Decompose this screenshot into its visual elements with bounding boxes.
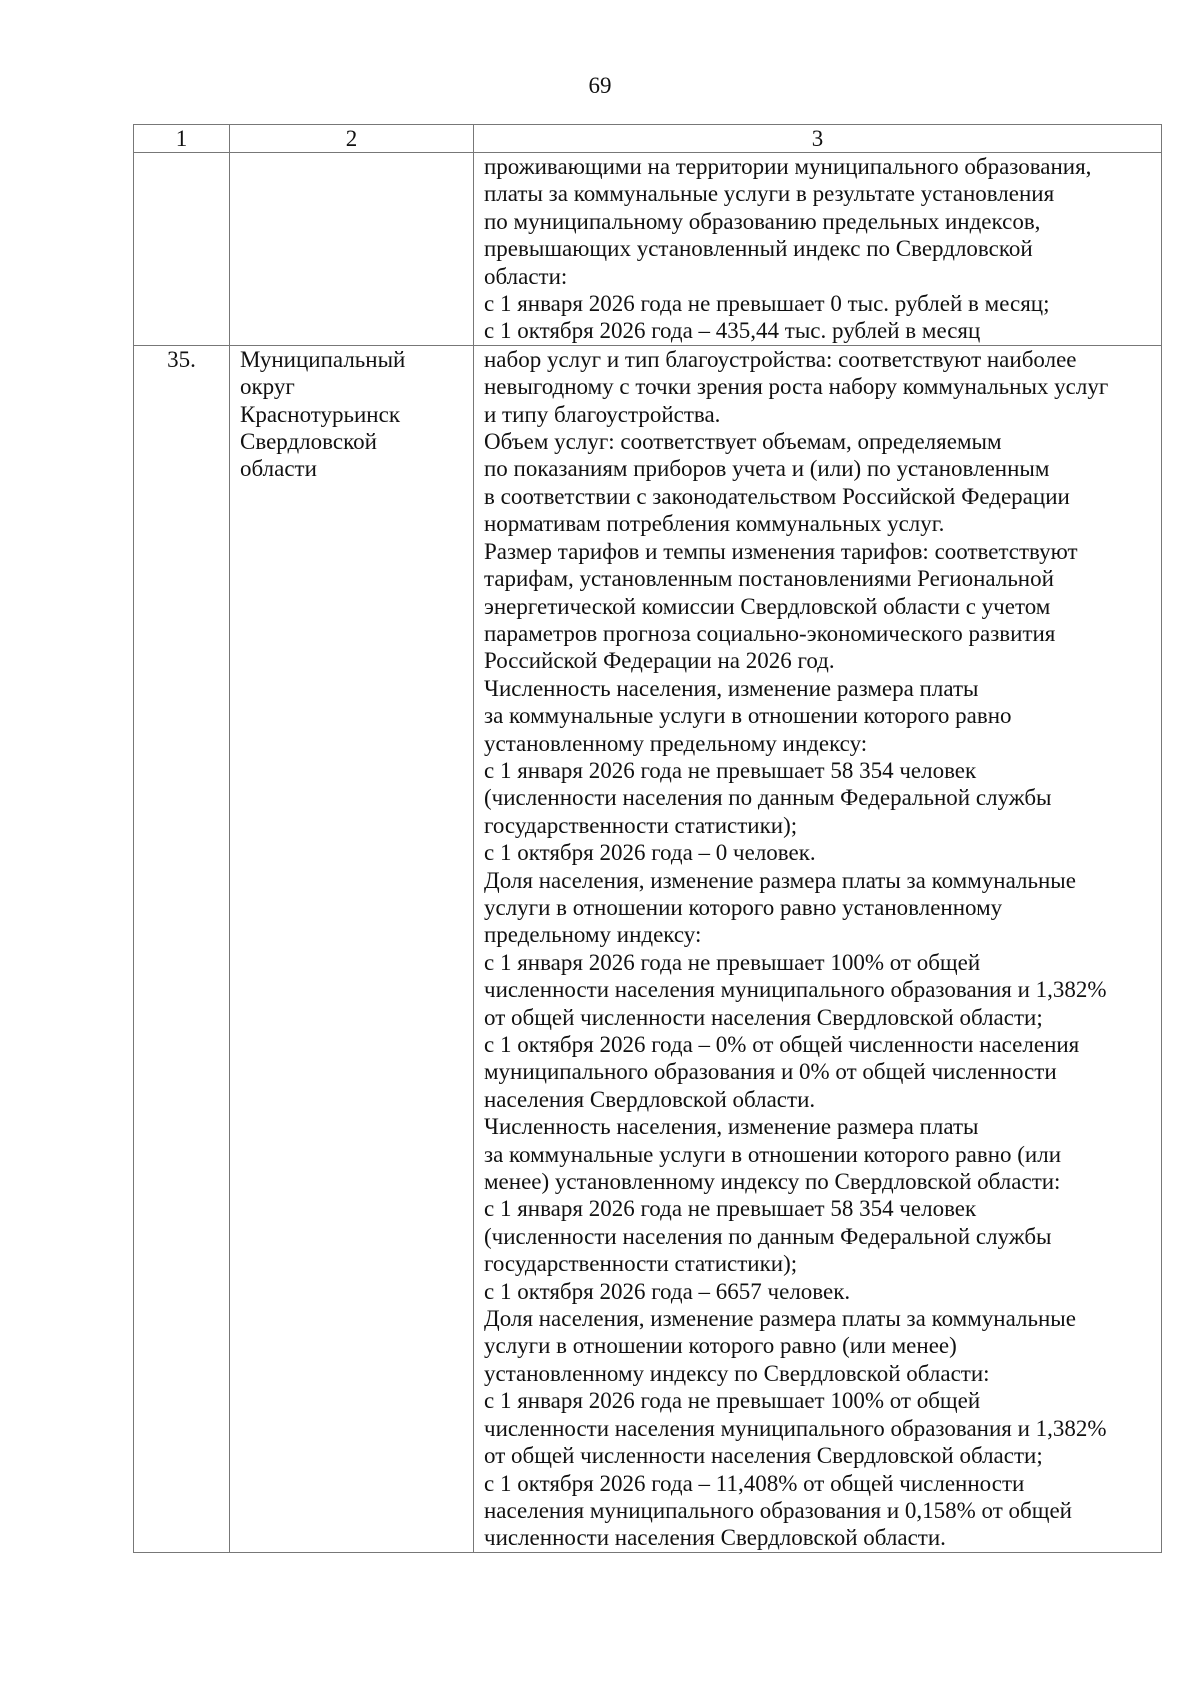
page-number: 69: [588, 73, 612, 98]
text-line: тарифам, установленным постановлениями Региональной: [484, 566, 1054, 592]
text-line: Свердловской: [240, 429, 377, 455]
text-line: платы за коммунальные услуги в результате установления: [484, 181, 1055, 207]
table-row: [134, 345, 1162, 1552]
text-line: услуги в отношении которого равно установленному: [484, 894, 1003, 920]
text-line: нормативам потребления коммунальных услуг.: [484, 511, 945, 537]
text-line: набор услуг и тип благоустройства: соответствуют наиболее: [484, 346, 1077, 372]
text-line: области:: [484, 263, 568, 289]
document-table: [133, 124, 1162, 1553]
text-line: от общей численности населения Свердловской области;: [484, 1443, 1043, 1469]
text-line: от общей численности населения Свердловской области;: [484, 1004, 1043, 1030]
text-line: с 1 октября 2026 года – 0% от общей численности населения: [484, 1032, 1080, 1057]
row-number-cell: 35.: [134, 345, 230, 1552]
text-line: установленному предельному индексу:: [484, 730, 868, 756]
text-line: численности населения Свердловской области.: [484, 1525, 946, 1551]
text-line: и типу благоустройства.: [484, 401, 721, 427]
column-header-3: 3: [474, 125, 1162, 153]
text-line: невыгодному с точки зрения роста набору коммунальных услуг: [484, 374, 1109, 400]
text-line: численности населения муниципального образования и 1,382%: [484, 977, 1107, 1003]
text-line: с 1 января 2026 года не превышает 58 354 человек: [484, 757, 977, 783]
text-line: с 1 октября 2026 года – 11,408% от общей численности: [484, 1470, 1025, 1496]
text-line: государственности статистики);: [484, 812, 798, 838]
text-line: в соответствии с законодательством Российской Федерации: [484, 483, 1070, 509]
text-line: энергетической комиссии Свердловской области с учетом: [484, 593, 1051, 619]
text-line: муниципального образования и 0% от общей численности: [484, 1059, 1057, 1085]
text-line: предельному индексу:: [484, 922, 702, 948]
text-line: Российской Федерации на 2026 год.: [484, 648, 835, 674]
text-line: численности населения муниципального образования и 1,382%: [484, 1415, 1107, 1441]
text-line: государственности статистики);: [484, 1251, 798, 1277]
text-line: округ: [240, 374, 295, 400]
text-line: Краснотурьинск: [240, 401, 401, 427]
text-line: Доля населения, изменение размера платы за коммунальные: [484, 1306, 1076, 1332]
municipality-name-cell: [230, 153, 474, 346]
text-line: проживающими на территории муниципального образования,: [484, 154, 1092, 179]
text-line: области: [240, 456, 317, 482]
text-line: с 1 октября 2026 года – 0 человек.: [484, 840, 816, 866]
text-line: с 1 января 2026 года не превышает 100% от общей: [484, 949, 981, 975]
text-line: с 1 января 2026 года не превышает 58 354 человек: [484, 1196, 977, 1222]
text-line: с 1 октября 2026 года – 6657 человек.: [484, 1278, 851, 1304]
text-line: по показаниям приборов учета и (или) по установленным: [484, 456, 1050, 482]
text-line: с 1 января 2026 года не превышает 0 тыс. рублей в месяц;: [484, 291, 1050, 317]
text-line: населения муниципального образования и 0,158% от общей: [484, 1497, 1072, 1523]
text-line: Численность населения, изменение размера платы: [484, 1114, 979, 1140]
text-line: Численность населения, изменение размера платы: [484, 675, 979, 701]
text-line: с 1 октября 2026 года – 435,44 тыс. рублей в месяц: [484, 318, 981, 344]
indicators-content-cell: [474, 345, 1162, 1552]
text-line: параметров прогноза социально-экономического развития: [484, 620, 1056, 646]
text-line: услуги в отношении которого равно (или менее): [484, 1333, 957, 1359]
text-line: Размер тарифов и темпы изменения тарифов: соответствуют: [484, 538, 1078, 564]
column-header-1: 1: [134, 125, 230, 153]
text-line: по муниципальному образованию предельных индексов,: [484, 208, 1041, 234]
row-number-cell: [134, 153, 230, 346]
table-row: [134, 153, 1162, 346]
text-line: превышающих установленный индекс по Свердловской: [484, 236, 1033, 262]
text-line: (численности населения по данным Федеральной службы: [484, 1223, 1052, 1249]
text-line: Объем услуг: соответствует объемам, определяемым: [484, 429, 1002, 455]
column-header-2: 2: [230, 125, 474, 153]
municipality-name-cell: [230, 345, 474, 1552]
text-line: с 1 января 2026 года не превышает 100% от общей: [484, 1388, 981, 1414]
text-line: за коммунальные услуги в отношении которого равно: [484, 703, 1012, 729]
text-line: населения Свердловской области.: [484, 1086, 816, 1112]
indicators-content-cell: [474, 153, 1162, 346]
text-line: за коммунальные услуги в отношении которого равно (или: [484, 1141, 1062, 1167]
text-line: Доля населения, изменение размера платы за коммунальные: [484, 867, 1076, 893]
text-line: менее) установленному индексу по Свердловской области:: [484, 1169, 1061, 1195]
text-line: Муниципальный: [240, 346, 406, 372]
text-line: (численности населения по данным Федеральной службы: [484, 785, 1052, 811]
table-header-row: [134, 125, 1162, 153]
text-line: установленному индексу по Свердловской области:: [484, 1360, 990, 1386]
